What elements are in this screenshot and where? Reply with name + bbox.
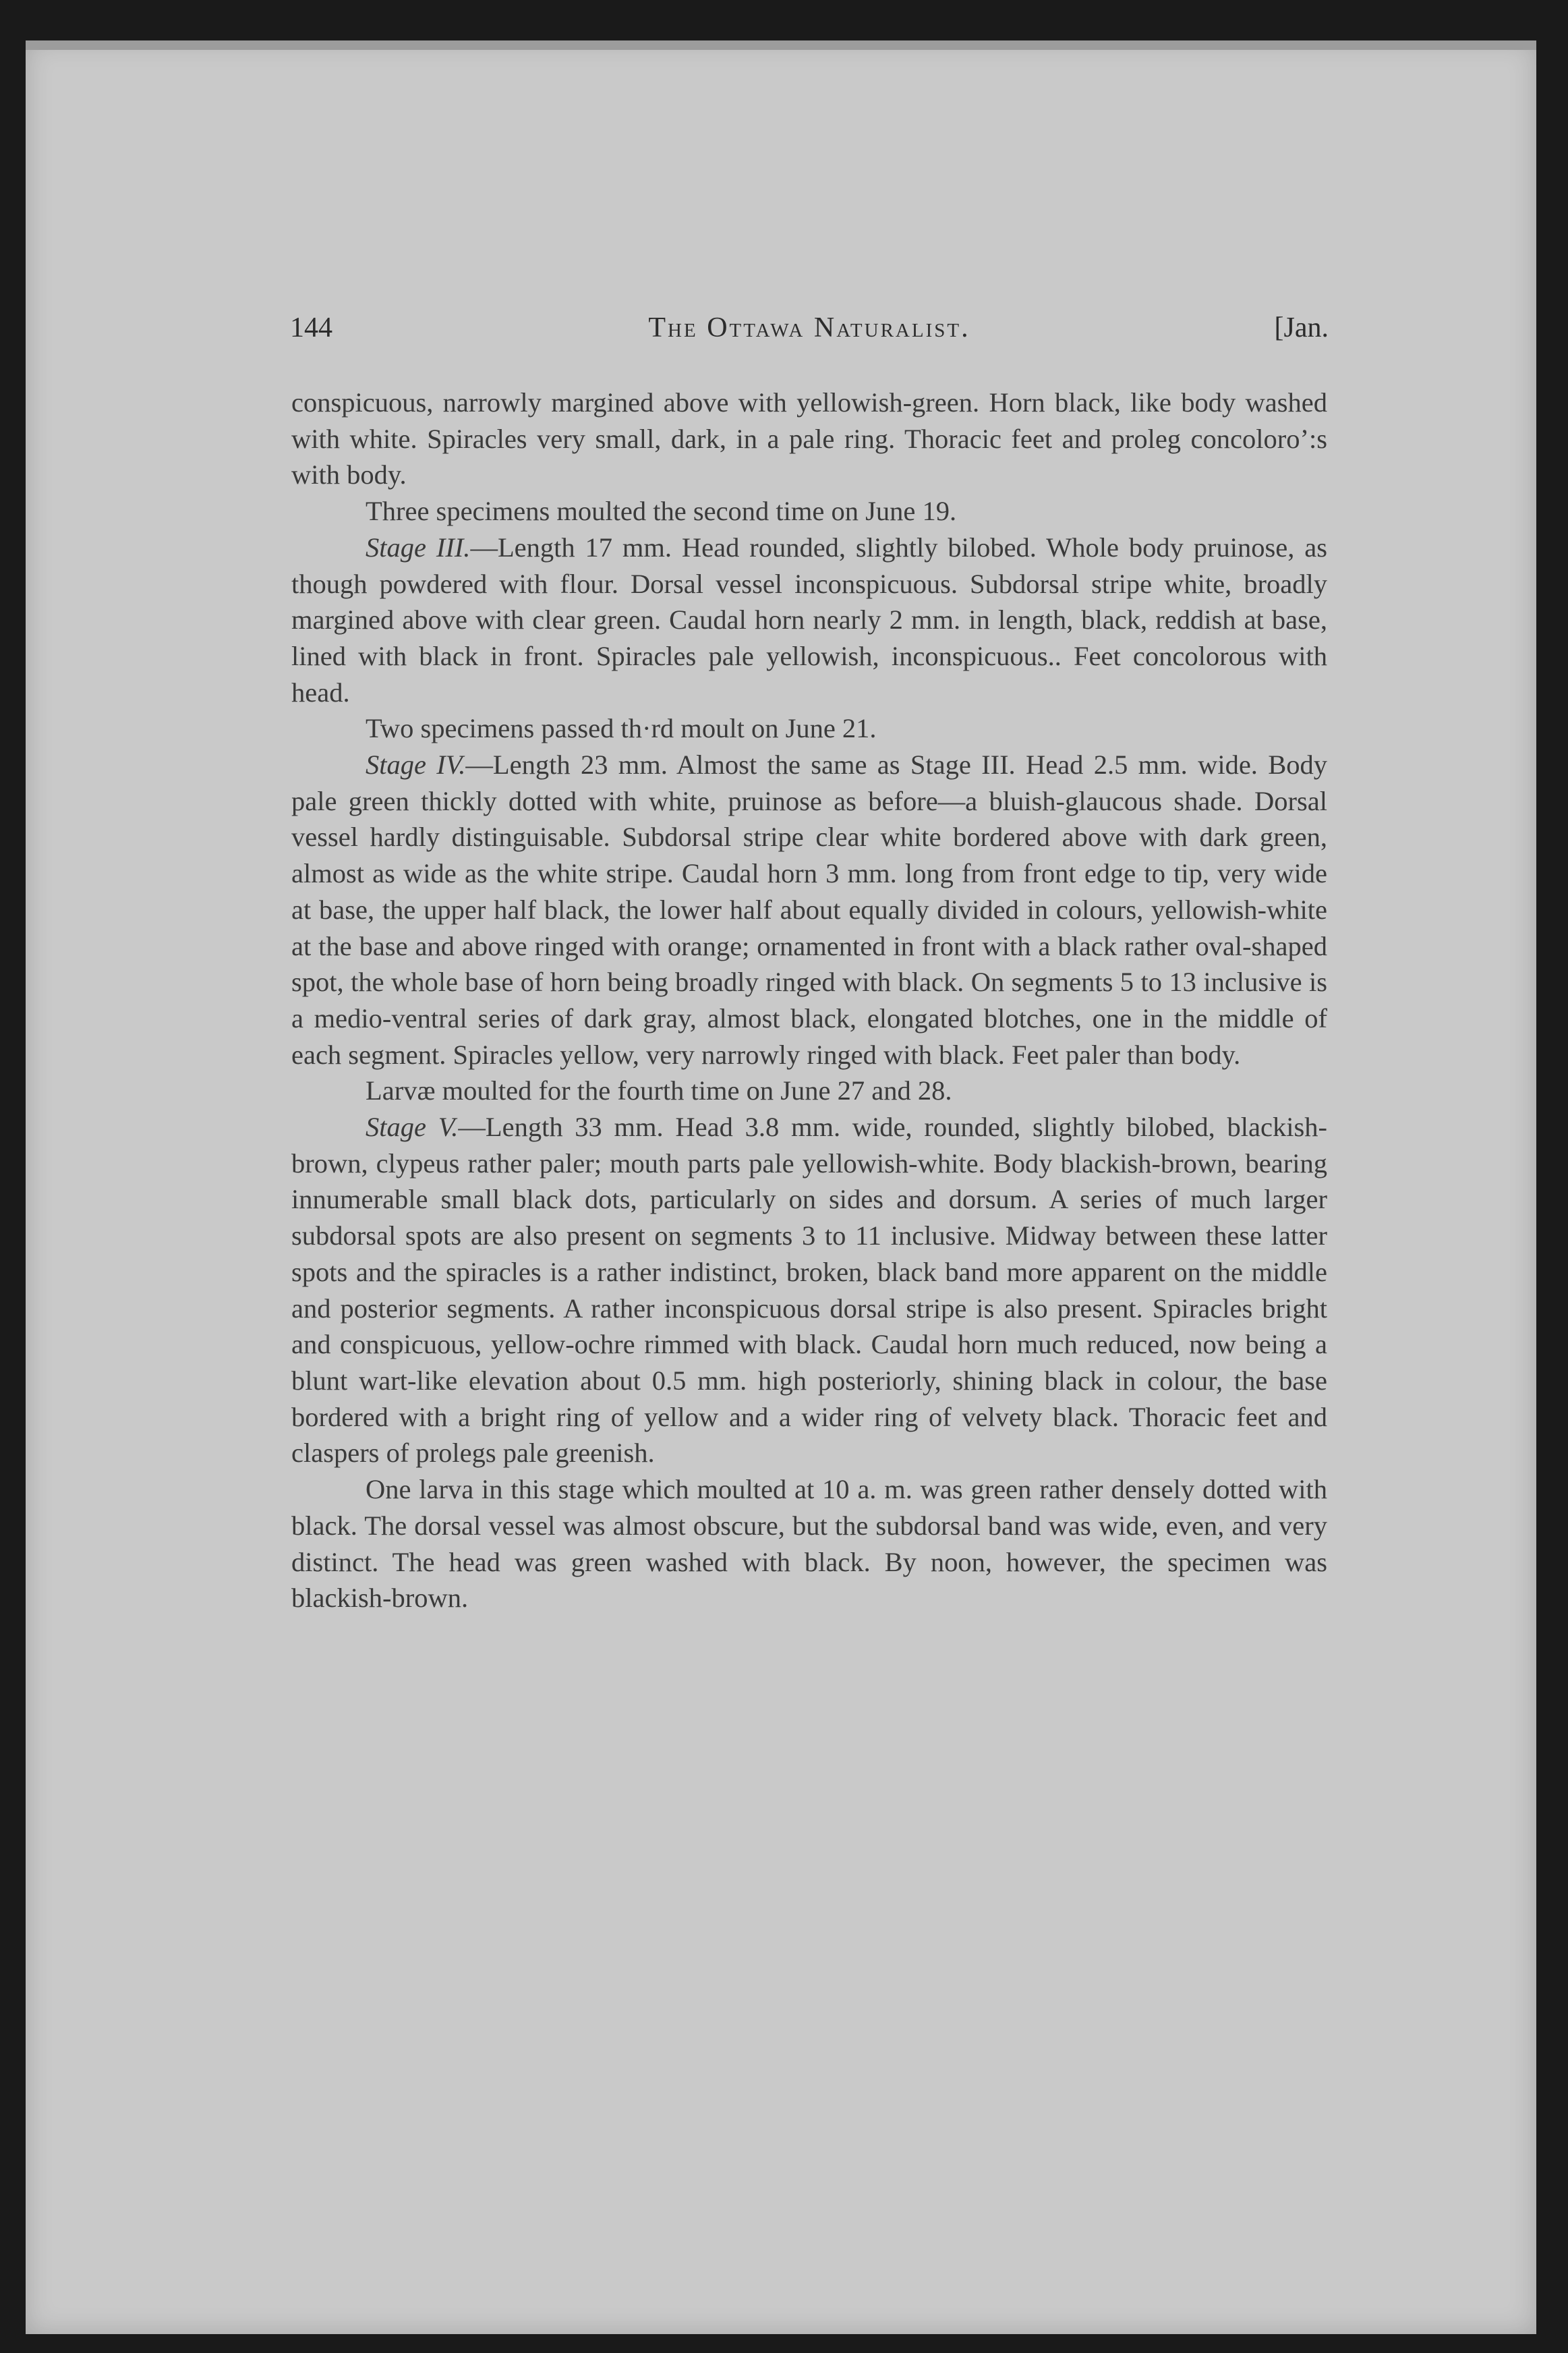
issue-label: [Jan.	[1274, 312, 1329, 343]
paragraph-text: Larvæ moulted for the fourth time on June 27 and 28.	[366, 1075, 952, 1106]
paragraph	[291, 747, 1327, 1073]
page-number: 144	[290, 312, 332, 343]
paragraph-text: Two specimens passed th·rd moult on June 21.	[366, 713, 877, 744]
paragraph	[291, 1109, 1327, 1471]
paragraph	[291, 1073, 1327, 1109]
running-header	[290, 312, 1329, 352]
paragraph-text: —Length 17 mm. Head rounded, slightly bilobed. Whole body pruinose, as though powdered with flour. Dorsal vessel inconspicuous. Subdorsal stripe white, broadly margined above with clear green. Caudal horn nearly 2 mm. in length, black, reddish at base, lined with black in front. Spiracles pale yellowish, inconspicuous.. Feet concolorous with head.	[291, 532, 1327, 708]
journal-title: The Ottawa Naturalist.	[648, 312, 970, 343]
paragraph	[291, 530, 1327, 711]
stage-label: Stage V.	[366, 1112, 459, 1143]
paragraph	[291, 710, 1327, 747]
paragraph	[291, 385, 1327, 493]
stage-label: Stage III.	[366, 532, 471, 563]
paragraph	[291, 493, 1327, 530]
stage-label: Stage IV.	[366, 749, 466, 781]
paragraph	[291, 1471, 1327, 1616]
paragraph-text: Three specimens moulted the second time on June 19.	[366, 496, 957, 527]
paragraph-text: —Length 23 mm. Almost the same as Stage III. Head 2.5 mm. wide. Body pale green thickly dotted with white, pruinose as before—a bluish-glaucous shade. Dorsal vessel hardly distinguisable. Subdorsal stripe clear white bordered above with dark green, almost as wide as the white stripe. Caudal horn 3 mm. long from front edge to tip, very wide at base, the upper half black, the lower half about equally divided in colours, yellowish-white at the base and above ringed with orange; ornamented in front with a black rather oval-shaped spot, the whole base of horn being broadly ringed with black. On segments 5 to 13 inclusive is a medio-ventral series of dark gray, almost black, elongated blotches, one in the middle of each segment. Spiracles yellow, very narrowly ringed with black. Feet paler than body.	[291, 749, 1327, 1070]
article-body	[291, 385, 1327, 1616]
paragraph-text: One larva in this stage which moulted at 10 a. m. was green rather densely dotted with black. The dorsal vessel was almost obscure, but the subdorsal band was wide, even, and very distinct. The head was green washed with black. By noon, however, the specimen was blackish-brown.	[291, 1474, 1327, 1614]
page-top-edge	[26, 40, 1536, 50]
paragraph-text: conspicuous, narrowly margined above with yellowish-green. Horn black, like body washed with white. Spiracles very small, dark, in a pale ring. Thoracic feet and proleg concoloro’:s with body.	[291, 387, 1327, 490]
paragraph-text: —Length 33 mm. Head 3.8 mm. wide, rounded, slightly bilobed, blackish-brown, clypeus rather paler; mouth parts pale yellowish-white. Body blackish-brown, bearing innumerable small black dots, particularly on sides and dorsum. A series of much larger subdorsal spots are also present on segments 3 to 11 inclusive. Midway between these latter spots and the spiracles is a rather indistinct, broken, black band more apparent on the middle and posterior segments. A rather inconspicuous dorsal stripe is also present. Spiracles bright and conspicuous, yellow-ochre rimmed with black. Caudal horn much reduced, now being a blunt wart-like elevation about 0.5 mm. high posteriorly, shining black in colour, the base bordered with a bright ring of yellow and a wider ring of velvety black. Thoracic feet and claspers of prolegs pale greenish.	[291, 1112, 1327, 1469]
